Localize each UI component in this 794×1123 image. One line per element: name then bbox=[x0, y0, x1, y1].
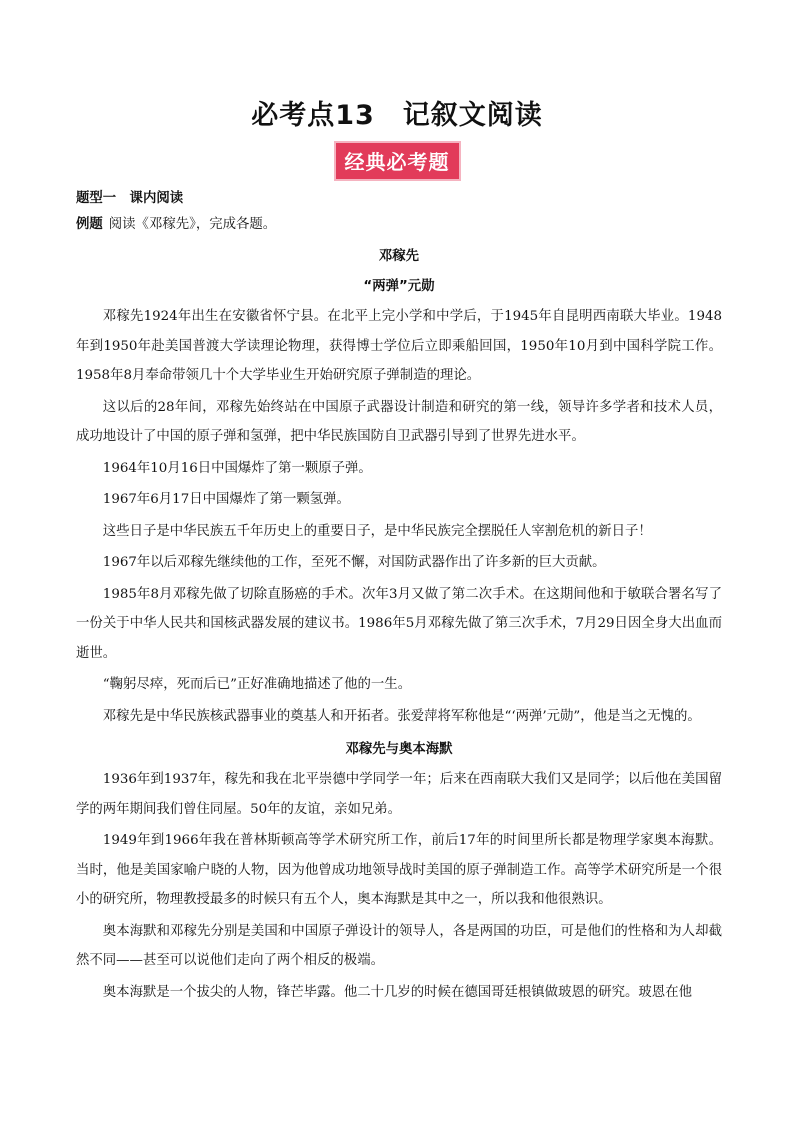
paragraph: 1964年10月16日中国爆炸了第一颗原子弹。 bbox=[102, 460, 372, 476]
section-heading: 题型一 课内阅读 bbox=[76, 191, 184, 206]
paragraph: 奥本海默是一个拔尖的人物，锋芒毕露。他二十几岁的时候在德国哥廷根镇做玻恩的研究。玻恩在他 bbox=[102, 984, 692, 1000]
part2-title: 邓稼先与奥本海默 bbox=[345, 742, 453, 757]
paragraph: 1949年到1966年我在普林斯顿高等学术研究所工作，前后17年的时间里所长都是物理学家奥本海默。当时，他是美国家喻户晓的人物，因为他曾成功地领导战时美国的原子弹制造工作。高等学术研究所是一个很小的研究所，物理教授最多的时候只有五个人，奥本海默是其中之一，所以我和他很熟识。 bbox=[76, 833, 722, 907]
paragraph: 1985年8月邓稼先做了切除直肠癌的手术。次年3月又做了第二次手术。在这期间他和于敏联合署名写了一份关于中华人民共和国核武器发展的建议书。1986年5月邓稼先做了第三次手术，7月29日因全身大出血而逝世。 bbox=[76, 586, 722, 661]
classic-exam-badge: 经典必考题 bbox=[336, 143, 459, 179]
part1-title: “两弹”元勋 bbox=[363, 279, 435, 294]
document-body bbox=[76, 186, 722, 1007]
paragraph: 1936年到1937年，稼先和我在北平崇德中学同学一年；后来在西南联大我们又是同学；以后他在美国留学的两年期间我们曾住同屋。50年的友谊，亲如兄弟。 bbox=[76, 772, 722, 817]
paragraph: 奥本海默和邓稼先分别是美国和中国原子弹设计的领导人，各是两国的功臣，可是他们的性格和为人却截然不同——甚至可以说他们走向了两个相反的极端。 bbox=[76, 923, 722, 968]
page-title: 必考点13 记叙文阅读 bbox=[251, 100, 543, 131]
badge-container bbox=[0, 143, 794, 179]
example-instruction: 阅读《邓稼先》，完成各题。 bbox=[108, 217, 277, 232]
paragraph: “鞠躬尽瘁，死而后已”正好准确地描述了他的一生。 bbox=[102, 677, 412, 692]
paragraph: 邓稼先是中华民族核武器事业的奠基人和开拓者。张爱萍将军称他是“‘两弹’元勋”，他是当之无愧的。 bbox=[102, 708, 701, 724]
example-line bbox=[76, 212, 722, 238]
paragraph: 1967年以后邓稼先继续他的工作，至死不懈，对国防武器作出了许多新的巨大贡献。 bbox=[102, 555, 606, 570]
paragraph: 这以后的28年间，邓稼先始终站在中国原子武器设计制造和研究的第一线，领导许多学者和技术人员，成功地设计了中国的原子弹和氢弹，把中华民族国防自卫武器引导到了世界先进水平。 bbox=[76, 399, 722, 444]
example-tag: 例题 bbox=[76, 217, 103, 232]
article-title: 邓稼先 bbox=[378, 249, 420, 264]
paragraph: 这些日子是中华民族五千年历史上的重要日子，是中华民族完全摆脱任人宰割危机的新日子！ bbox=[102, 523, 652, 539]
paragraph: 邓稼先1924年出生在安徽省怀宁县。在北平上完小学和中学后，于1945年自昆明西南联大毕业。1948年到1950年赴美国普渡大学读理论物理，获得博士学位后立即乘船回国，1950年10月到中国科学院工作。1958年8月奉命带领几十个大学毕业生开始研究原子弹制造的理论。 bbox=[76, 309, 722, 383]
paragraph: 1967年6月17日中国爆炸了第一颗氢弹。 bbox=[102, 492, 350, 507]
